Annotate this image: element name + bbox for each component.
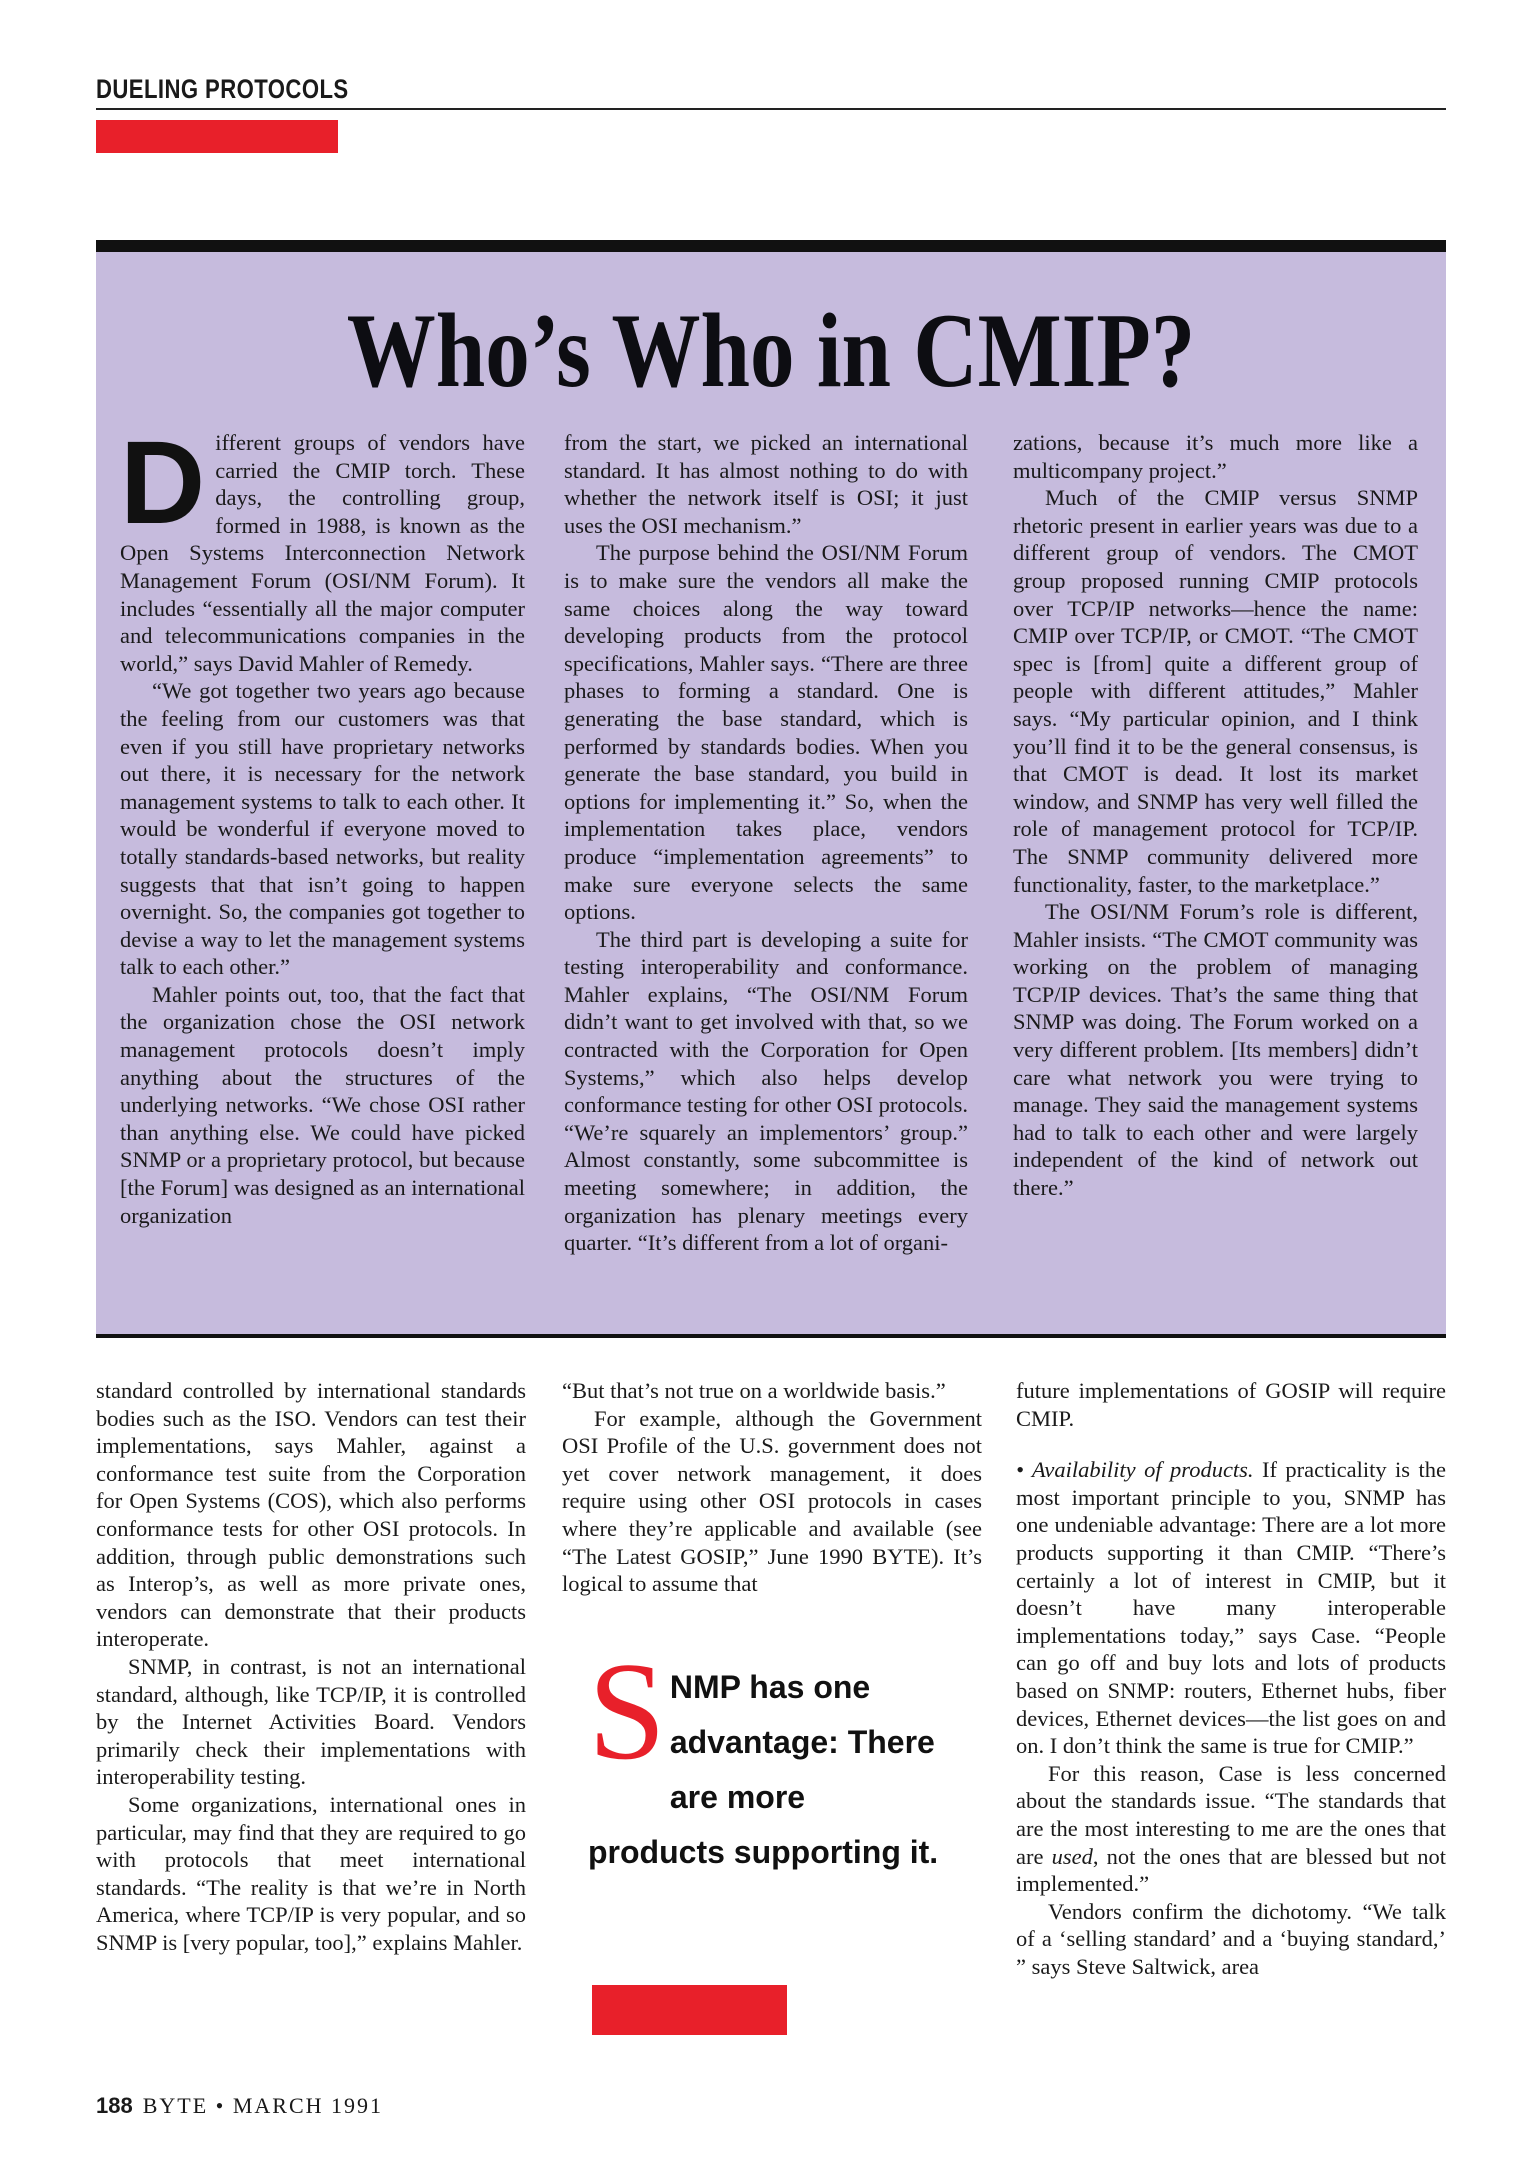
sidebar-paragraph: The OSI/NM Forum’s role is different, Mahler insists. “The CMOT community was working on the problem of managing TCP/IP devices. That’s the same thing that SNMP was doing. The Forum worked on a very different problem. [Its members] didn’t care what network you were trying to manage. They said the management systems had to talk to each other and were largely independent of the kind of network out there.” [1013, 899, 1418, 1201]
main-column-3 [1016, 1377, 1446, 1980]
sidebar-paragraph: Mahler points out, too, that the fact that the organization chose the OSI network management protocols doesn’t imply anything about the structures of the underlying networks. “We chose OSI rather than anything else. We could have picked SNMP or a proprietary protocol, but because [the Forum] was designed as an international organization [120, 981, 525, 1228]
main-paragraph: SNMP, in contrast, is not an international standard, although, like TCP/IP, it is controlled by the Internet Activities Board. Vendors primarily check their implementations with interoperability testing. [96, 1653, 526, 1790]
main-paragraph: “But that’s not true on a worldwide basis.” [562, 1378, 946, 1403]
sidebar-paragraph: The third part is developing a suite for testing interoperability and conformance. Mahler explains, “The OSI/NM Forum didn’t want to get involved with that, so we contracted with the Corporation for Open Systems,” which also helps develop conformance testing for other OSI protocols. “We’re squarely an implementors’ group.” Almost constantly, some subcommittee is meeting somewhere; in addition, the organization has plenary meetings every quarter. “It’s different from a lot of organi- [564, 926, 968, 1256]
main-column-2 [562, 1377, 982, 1598]
sidebar-top-rule [96, 240, 1446, 252]
pull-quote-text: NMP has one advantage: There are more products supporting it. [588, 1669, 939, 1870]
header-red-bar [96, 120, 338, 153]
drop-cap: D [120, 417, 206, 549]
section-header: DUELING PROTOCOLS [96, 74, 349, 104]
bullet-label: • Availability of products. [1016, 1457, 1254, 1483]
main-paragraph: Vendors confirm the dichotomy. “We talk of a ‘selling standard’ and a ‘buying standard,’ ” says Steve Saltwick, area [1016, 1898, 1446, 1979]
sidebar-paragraph: “We got together two years ago because the feeling from our customers was that even if you still have proprietary networks out there, it is necessary for the network management systems to talk to each other. It would be wonderful if everyone moved to totally standards-based networks, but reality suggests that that isn’t going to happen overnight. So, the companies got together to devise a way to let the management systems talk to each other.” [120, 678, 525, 980]
main-paragraph: standard controlled by international standards bodies such as the ISO. Vendors can test their implementations, says Mahler, against a conformance test suite from the Corporation for Open Systems (COS), which also performs conformance tests for other OSI protocols. In addition, through public demonstrations such as Interop’s, as well as more private ones, vendors can demonstrate that their products interoperate. [96, 1378, 526, 1652]
pull-quote [588, 1634, 948, 1880]
sidebar-paragraph: Much of the CMIP versus SNMP rhetoric present in earlier years was due to a different group of vendors. The CMOT group proposed running CMIP protocols over TCP/IP networks—hence the name: CMIP over TCP/IP, or CMOT. “The CMOT spec is [from] quite a different group of people with different attitudes,” Mahler says. “My particular opinion, and I think you’ll find it to be the general consensus, is that CMOT is dead. It lost its market window, and SNMP has very well filled the role of management protocol for TCP/IP. The SNMP community delivered more functionality, faster, to the marketplace.” [1013, 485, 1418, 897]
header-rule [96, 108, 1446, 110]
bullet-paragraph [1016, 1456, 1446, 1760]
main-column-1 [96, 1377, 526, 1956]
sidebar-column-3 [1013, 429, 1418, 1202]
pull-quote-red-bar [592, 1985, 787, 2035]
pull-quote-cap: S [588, 1634, 666, 1789]
sidebar-paragraph: Different groups of vendors have carried the CMIP torch. These days, the controlling group, formed in 1988, is known as the Open Systems Interconnection Network Management Forum (OSI/NM Forum). It includes “essentially all the major computer and telecommunications companies in the world,” says David Mahler of Remedy. [120, 417, 525, 676]
bullet-text: If practicality is the most important principle to you, SNMP has one undeniable advantage: There are a lot more products supporting it than CMIP. “There’s certainly a lot of interest in CMIP, but it doesn’t have many interoperable implementations today,” says Case. “People can go off and buy lots and lots of products based on SNMP: routers, Ethernet hubs, fiber devices, Ethernet devices—the list goes on and on. I don’t think the same is true for CMIP.” [1016, 1457, 1446, 1759]
page-number: 188 [96, 2093, 133, 2118]
main-paragraph: Some organizations, international ones in particular, may find that they are required to go with protocols that meet international standards. “The reality is that we’re in North America, where TCP/IP is very popular, and so SNMP is [very popular, too],” explains Mahler. [96, 1791, 526, 1955]
main-paragraph: For this reason, Case is less concerned about the standards issue. “The standards that are the most interesting to me are the ones that are used, not the ones that are blessed but not implemented.” [1016, 1760, 1446, 1897]
sidebar-title: Who’s Who in CMIP? [346, 292, 1196, 409]
sidebar-paragraph: from the start, we picked an international standard. It has almost nothing to do with whether the network itself is OSI; it just uses the OSI mechanism.” [564, 430, 968, 538]
main-paragraph: future implementations of GOSIP will require CMIP. [1016, 1378, 1446, 1431]
sidebar-column-1 [120, 417, 525, 1229]
sidebar-paragraph: The purpose behind the OSI/NM Forum is to make sure the vendors all make the same choices along the way toward developing products from the protocol specifications, Mahler says. “There are three phases to forming a standard. One is generating the base standard, which is performed by standards bodies. When you generate the base standard, you build in options for implementing it.” So, when the implementation takes place, vendors produce “implementation agreements” to make sure everyone selects the same options. [564, 540, 968, 925]
sidebar-bottom-rule [96, 1334, 1446, 1338]
page-footer [96, 2093, 383, 2119]
sidebar-column-2 [564, 429, 968, 1257]
sidebar-paragraph: zations, because it’s much more like a multicompany project.” [1013, 430, 1418, 483]
publication-info: BYTE • MARCH 1991 [142, 2093, 384, 2118]
main-paragraph: For example, although the Government OSI Profile of the U.S. government does not yet cover network management, it does require using other OSI protocols in cases where they’re applicable and available (see “The Latest GOSIP,” June 1990 BYTE). It’s logical to assume that [562, 1405, 982, 1597]
